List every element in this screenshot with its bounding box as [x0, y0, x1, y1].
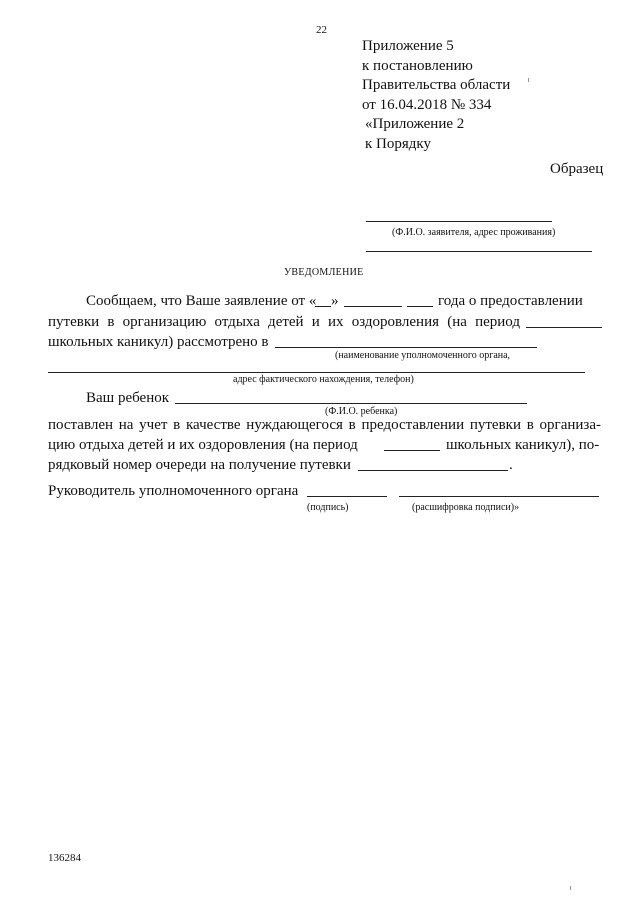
appendix-line: Правительства области: [362, 77, 511, 93]
para1-line2: путевки в организацию отдыха детей и их оздоровления (на период: [48, 314, 520, 330]
footer-code: 136284: [48, 852, 81, 864]
child-label: Ваш ребенок: [86, 390, 170, 406]
applicant-address-line: [366, 251, 592, 252]
applicant-name-line: [366, 221, 552, 222]
period-blank-2: [384, 450, 440, 451]
appendix-line: к постановлению: [362, 57, 473, 74]
appendix-line: к Порядку: [365, 135, 431, 152]
org-caption-2: адрес фактического нахождения, телефон): [233, 374, 414, 385]
appendix-line: от 16.04.2018 № 334: [362, 96, 492, 113]
para1-line1-quote: »: [331, 293, 339, 309]
org-address-line: [48, 372, 585, 373]
para1-line3: школьных каникул) рассмотрено в: [48, 334, 269, 350]
appendix-line: Приложение 5: [362, 38, 454, 54]
para1-line1-start: Сообщаем, что Ваше заявление от «: [86, 293, 317, 309]
para2-line1: поставлен на учет в качестве нуждающегося в предоставлении путевки в организа-: [48, 417, 601, 433]
appendix-block: [362, 37, 510, 154]
org-name-blank: [275, 347, 537, 348]
period-blank: [526, 327, 602, 328]
para2-line3: рядковый номер очереди на получение путевки: [48, 457, 351, 473]
org-caption-1: (наименование уполномоченного органа,: [335, 350, 511, 361]
appendix-line: «Приложение 2: [365, 116, 465, 132]
signature-caption: (подпись): [307, 502, 349, 513]
notice-title: УВЕДОМЛЕНИЕ: [284, 267, 364, 278]
signature-blank: [307, 496, 387, 497]
scan-mark: [528, 78, 529, 82]
applicant-caption: (Ф.И.О. заявителя, адрес проживания): [392, 227, 556, 238]
year-blank: [407, 306, 433, 307]
month-blank: [344, 306, 402, 307]
child-name-blank: [175, 403, 527, 404]
signature-decode-blank: [399, 496, 599, 497]
para2-line2-start: цию отдыха детей и их оздоровления (на период: [48, 437, 358, 453]
scan-mark: [570, 886, 571, 890]
sample-label: Образец: [550, 161, 604, 177]
queue-number-blank: [358, 470, 508, 471]
para2-line2-end: школьных каникул), по-: [446, 437, 600, 453]
day-blank: [315, 306, 331, 307]
page-number: 22: [316, 24, 327, 36]
para1-line1-end: года о предоставлении: [438, 293, 583, 309]
signature-decode-caption: (расшифровка подписи)»: [412, 502, 520, 513]
para2-line3-end: .: [509, 457, 513, 473]
head-label: Руководитель уполномоченного органа: [48, 483, 299, 499]
child-caption: (Ф.И.О. ребенка): [325, 406, 398, 417]
